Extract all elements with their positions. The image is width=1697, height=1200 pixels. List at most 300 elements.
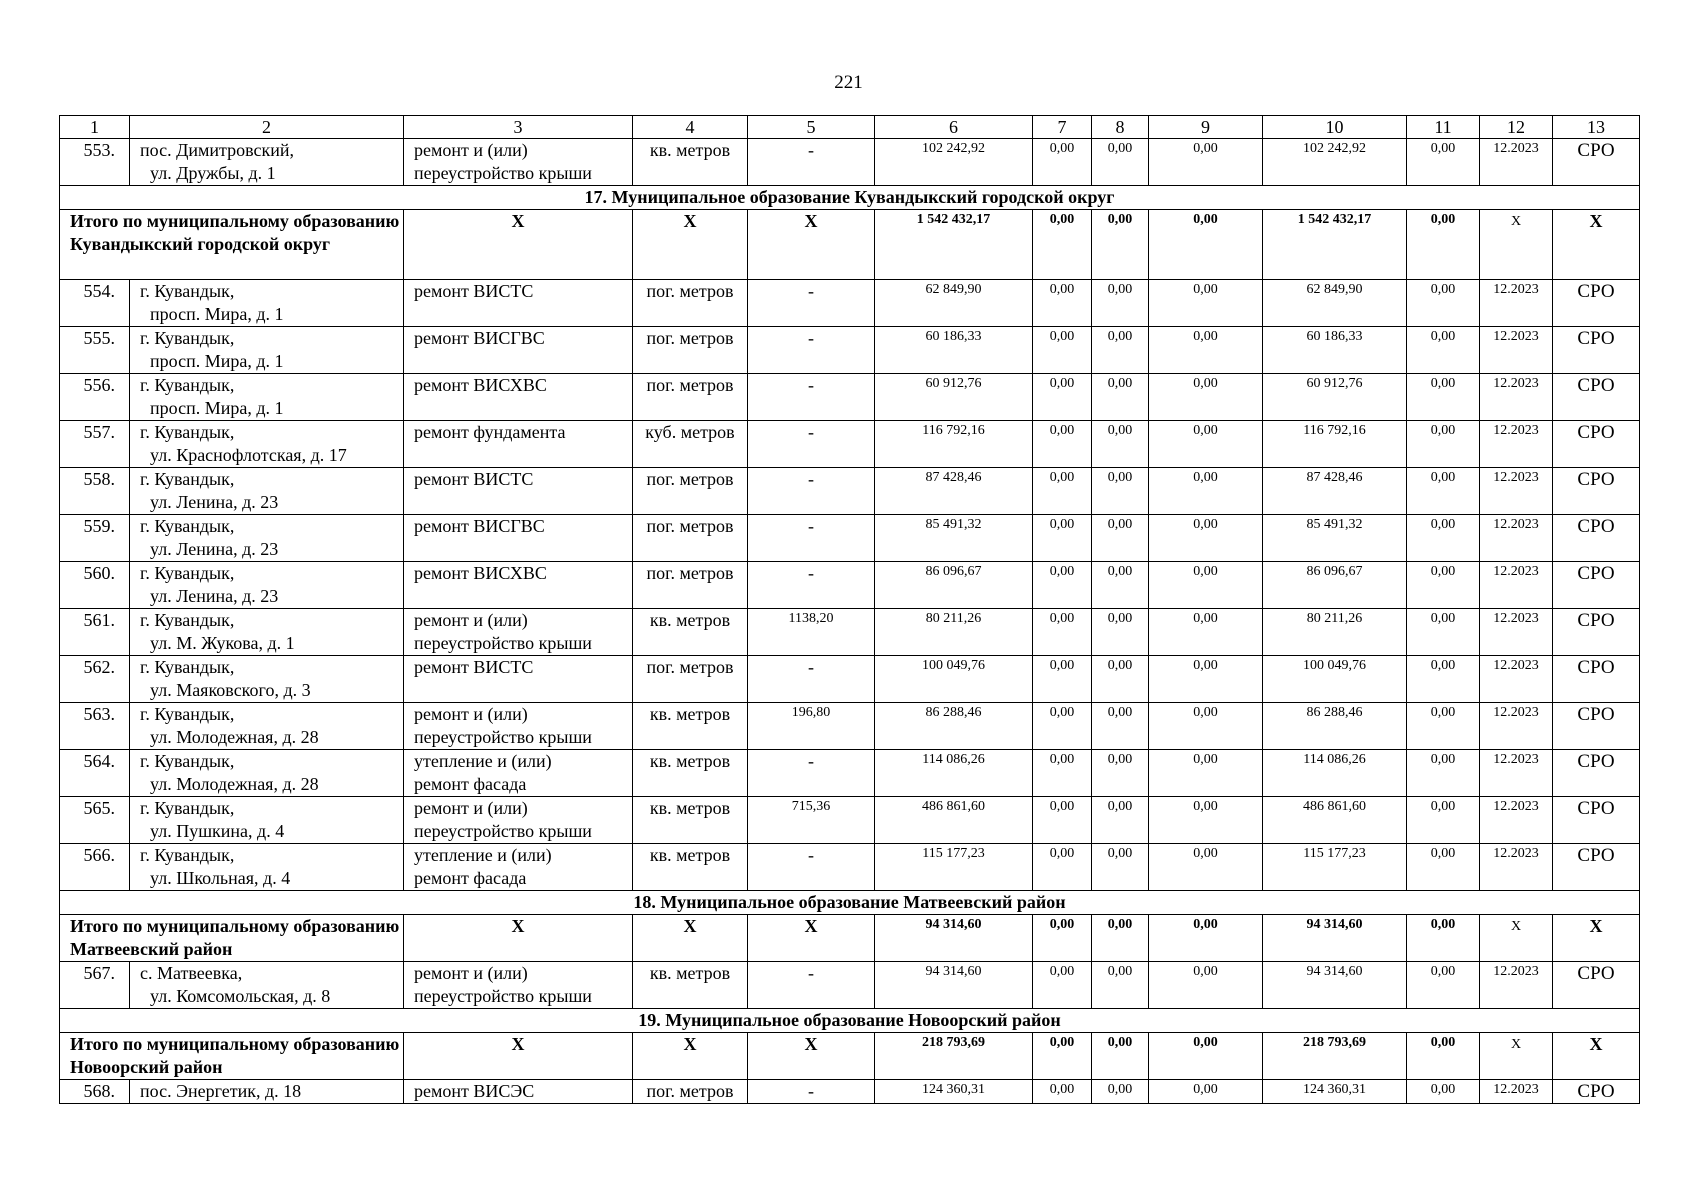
work-type-line-2: переустройство крыши [414, 986, 592, 1006]
work-type-cell [404, 562, 633, 609]
col11-cell: 0,00 [1407, 374, 1480, 421]
col11-cell: 0,00 [1407, 703, 1480, 750]
fund-cell: 100 049,76 [1263, 656, 1407, 703]
fund-cell: 116 792,16 [1263, 421, 1407, 468]
address-line-2: ул. Дружбы, д. 1 [150, 163, 276, 183]
col11-cell: 0,00 [1407, 468, 1480, 515]
col9-cell: 0,00 [1149, 421, 1263, 468]
row-number: 564. [60, 750, 130, 797]
deadline-cell: 12.2023 [1480, 750, 1553, 797]
table-row [60, 962, 1640, 1009]
total-x-col5: X [748, 915, 875, 962]
deadline-cell: 12.2023 [1480, 609, 1553, 656]
work-type-line-1: ремонт и (или) [414, 140, 528, 160]
fund-cell: 115 177,23 [1263, 844, 1407, 891]
col8-cell: 0,00 [1092, 962, 1149, 1009]
fund-cell: 86 288,46 [1263, 703, 1407, 750]
col7-cell: 0,00 [1033, 1080, 1092, 1104]
cost-total-cell: 87 428,46 [875, 468, 1033, 515]
table-row [60, 139, 1640, 186]
total-col7: 0,00 [1033, 210, 1092, 280]
cost-total-cell: 60 186,33 [875, 327, 1033, 374]
work-type-line-1: ремонт и (или) [414, 963, 528, 983]
total-label: Итого по муниципальному образованию Новоорский район [60, 1033, 404, 1080]
address-line-2: ул. Комсомольская, д. 8 [150, 986, 331, 1006]
work-type-cell [404, 515, 633, 562]
deadline-cell: 12.2023 [1480, 797, 1553, 844]
work-type-cell [404, 703, 633, 750]
column-number-4: 4 [633, 116, 748, 139]
address-line-2: ул. Ленина, д. 23 [150, 492, 279, 512]
cost-total-cell: 85 491,32 [875, 515, 1033, 562]
address-cell [130, 750, 404, 797]
col11-cell: 0,00 [1407, 656, 1480, 703]
column-number-8: 8 [1092, 116, 1149, 139]
row-number: 557. [60, 421, 130, 468]
col8-cell: 0,00 [1092, 703, 1149, 750]
total-col6: 1 542 432,17 [875, 210, 1033, 280]
fund-cell: 94 314,60 [1263, 962, 1407, 1009]
method-cell: СРО [1553, 750, 1640, 797]
address-line-1: г. Кувандык, [140, 563, 235, 583]
col7-cell: 0,00 [1033, 374, 1092, 421]
method-cell: СРО [1553, 962, 1640, 1009]
table-row [60, 468, 1640, 515]
col9-cell: 0,00 [1149, 327, 1263, 374]
unit-cell: кв. метров [633, 139, 748, 186]
address-cell [130, 844, 404, 891]
unit-cell: пог. метров [633, 374, 748, 421]
total-x-col4: X [633, 1033, 748, 1080]
col8-cell: 0,00 [1092, 139, 1149, 186]
address-line-2: ул. М. Жукова, д. 1 [150, 633, 295, 653]
row-number: 560. [60, 562, 130, 609]
address-cell [130, 139, 404, 186]
col11-cell: 0,00 [1407, 797, 1480, 844]
total-x-col5: X [748, 210, 875, 280]
row-number: 562. [60, 656, 130, 703]
table-row [60, 327, 1640, 374]
col11-cell: 0,00 [1407, 421, 1480, 468]
work-type-cell [404, 609, 633, 656]
col7-cell: 0,00 [1033, 656, 1092, 703]
work-type-line-1: утепление и (или) [414, 845, 552, 865]
address-cell [130, 797, 404, 844]
work-type-line-1: ремонт и (или) [414, 704, 528, 724]
cost-total-cell: 114 086,26 [875, 750, 1033, 797]
address-line-1: г. Кувандык, [140, 422, 235, 442]
table-row [60, 797, 1640, 844]
work-type-line-1: ремонт и (или) [414, 610, 528, 630]
address-line-1: г. Кувандык, [140, 704, 235, 724]
total-col12: X [1480, 915, 1553, 962]
fund-cell: 85 491,32 [1263, 515, 1407, 562]
unit-cell: кв. метров [633, 797, 748, 844]
address-line-1: г. Кувандык, [140, 845, 235, 865]
address-cell [130, 1080, 404, 1104]
total-col7: 0,00 [1033, 915, 1092, 962]
deadline-cell: 12.2023 [1480, 1080, 1553, 1104]
table-row [60, 703, 1640, 750]
address-cell [130, 703, 404, 750]
col8-cell: 0,00 [1092, 750, 1149, 797]
col9-cell: 0,00 [1149, 844, 1263, 891]
row-number: 565. [60, 797, 130, 844]
deadline-cell: 12.2023 [1480, 962, 1553, 1009]
work-type-cell [404, 421, 633, 468]
col7-cell: 0,00 [1033, 962, 1092, 1009]
method-cell: СРО [1553, 327, 1640, 374]
column-number-12: 12 [1480, 116, 1553, 139]
fund-cell: 124 360,31 [1263, 1080, 1407, 1104]
fund-cell: 486 861,60 [1263, 797, 1407, 844]
method-cell: СРО [1553, 280, 1640, 327]
unit-cell: пог. метров [633, 280, 748, 327]
col9-cell: 0,00 [1149, 374, 1263, 421]
col9-cell: 0,00 [1149, 562, 1263, 609]
total-col6: 94 314,60 [875, 915, 1033, 962]
col8-cell: 0,00 [1092, 609, 1149, 656]
col7-cell: 0,00 [1033, 515, 1092, 562]
total-col8: 0,00 [1092, 915, 1149, 962]
address-cell [130, 962, 404, 1009]
address-line-1: пос. Димитровский, [140, 140, 294, 160]
work-type-cell [404, 280, 633, 327]
table-row [60, 374, 1640, 421]
fund-cell: 114 086,26 [1263, 750, 1407, 797]
address-line-1: г. Кувандык, [140, 798, 235, 818]
address-line-2: ул. Молодежная, д. 28 [150, 727, 319, 747]
work-type-cell [404, 468, 633, 515]
quantity-cell: - [748, 468, 875, 515]
total-col8: 0,00 [1092, 210, 1149, 280]
work-type-cell [404, 797, 633, 844]
col9-cell: 0,00 [1149, 1080, 1263, 1104]
address-cell [130, 280, 404, 327]
work-type-line-2: ремонт фасада [414, 868, 527, 888]
section-heading-row [60, 1009, 1640, 1033]
quantity-cell: - [748, 421, 875, 468]
register-table [59, 115, 1640, 1104]
col11-cell: 0,00 [1407, 280, 1480, 327]
section-heading-row [60, 891, 1640, 915]
address-line-1: г. Кувандык, [140, 375, 235, 395]
unit-cell: кв. метров [633, 962, 748, 1009]
col7-cell: 0,00 [1033, 468, 1092, 515]
address-line-1: г. Кувандык, [140, 751, 235, 771]
total-col8: 0,00 [1092, 1033, 1149, 1080]
row-number: 558. [60, 468, 130, 515]
work-type-cell [404, 1080, 633, 1104]
address-line-1: г. Кувандык, [140, 469, 235, 489]
section-title: 18. Муниципальное образование Матвеевский район [60, 891, 1640, 915]
col8-cell: 0,00 [1092, 374, 1149, 421]
col7-cell: 0,00 [1033, 609, 1092, 656]
col11-cell: 0,00 [1407, 139, 1480, 186]
unit-cell: кв. метров [633, 844, 748, 891]
cost-total-cell: 115 177,23 [875, 844, 1033, 891]
address-line-2: ул. Ленина, д. 23 [150, 539, 279, 559]
total-row [60, 1033, 1640, 1080]
total-x-col3: X [404, 1033, 633, 1080]
total-col13: X [1553, 210, 1640, 280]
address-cell [130, 562, 404, 609]
column-number-1: 1 [60, 116, 130, 139]
row-number: 553. [60, 139, 130, 186]
column-number-10: 10 [1263, 116, 1407, 139]
method-cell: СРО [1553, 515, 1640, 562]
method-cell: СРО [1553, 421, 1640, 468]
row-number: 554. [60, 280, 130, 327]
section-heading-row [60, 186, 1640, 210]
method-cell: СРО [1553, 844, 1640, 891]
work-type-line-2: ремонт фасада [414, 774, 527, 794]
unit-cell: пог. метров [633, 468, 748, 515]
col8-cell: 0,00 [1092, 1080, 1149, 1104]
total-x-col3: X [404, 915, 633, 962]
table-body [60, 116, 1640, 1104]
table-row [60, 515, 1640, 562]
deadline-cell: 12.2023 [1480, 421, 1553, 468]
total-x-col4: X [633, 915, 748, 962]
column-number-header [60, 116, 1640, 139]
unit-cell: пог. метров [633, 327, 748, 374]
method-cell: СРО [1553, 374, 1640, 421]
total-col10: 94 314,60 [1263, 915, 1407, 962]
fund-cell: 60 912,76 [1263, 374, 1407, 421]
work-type-line-1: ремонт ВИСЭС [414, 1081, 535, 1101]
row-number: 567. [60, 962, 130, 1009]
fund-cell: 80 211,26 [1263, 609, 1407, 656]
work-type-line-1: ремонт и (или) [414, 798, 528, 818]
col11-cell: 0,00 [1407, 1080, 1480, 1104]
total-x-col3: X [404, 210, 633, 280]
col8-cell: 0,00 [1092, 280, 1149, 327]
total-col11: 0,00 [1407, 915, 1480, 962]
row-number: 555. [60, 327, 130, 374]
col8-cell: 0,00 [1092, 797, 1149, 844]
total-col6: 218 793,69 [875, 1033, 1033, 1080]
cost-total-cell: 60 912,76 [875, 374, 1033, 421]
unit-cell: кв. метров [633, 750, 748, 797]
col8-cell: 0,00 [1092, 515, 1149, 562]
fund-cell: 62 849,90 [1263, 280, 1407, 327]
deadline-cell: 12.2023 [1480, 468, 1553, 515]
quantity-cell: - [748, 656, 875, 703]
table-row [60, 1080, 1640, 1104]
total-col10: 218 793,69 [1263, 1033, 1407, 1080]
deadline-cell: 12.2023 [1480, 374, 1553, 421]
table-row [60, 421, 1640, 468]
col8-cell: 0,00 [1092, 421, 1149, 468]
deadline-cell: 12.2023 [1480, 844, 1553, 891]
fund-cell: 86 096,67 [1263, 562, 1407, 609]
quantity-cell: - [748, 515, 875, 562]
col9-cell: 0,00 [1149, 962, 1263, 1009]
col11-cell: 0,00 [1407, 609, 1480, 656]
work-type-line-1: ремонт ВИСТС [414, 469, 534, 489]
method-cell: СРО [1553, 797, 1640, 844]
col9-cell: 0,00 [1149, 703, 1263, 750]
address-line-2: ул. Пушкина, д. 4 [150, 821, 285, 841]
fund-cell: 87 428,46 [1263, 468, 1407, 515]
row-number: 568. [60, 1080, 130, 1104]
quantity-cell: - [748, 374, 875, 421]
address-line-1: г. Кувандык, [140, 516, 235, 536]
column-number-3: 3 [404, 116, 633, 139]
work-type-line-2: переустройство крыши [414, 821, 592, 841]
col7-cell: 0,00 [1033, 750, 1092, 797]
column-number-11: 11 [1407, 116, 1480, 139]
total-col11: 0,00 [1407, 210, 1480, 280]
total-col9: 0,00 [1149, 915, 1263, 962]
unit-cell: пог. метров [633, 656, 748, 703]
work-type-cell [404, 750, 633, 797]
col8-cell: 0,00 [1092, 656, 1149, 703]
col9-cell: 0,00 [1149, 609, 1263, 656]
address-line-1: г. Кувандык, [140, 328, 235, 348]
table-row [60, 844, 1640, 891]
cost-total-cell: 100 049,76 [875, 656, 1033, 703]
col11-cell: 0,00 [1407, 844, 1480, 891]
col11-cell: 0,00 [1407, 750, 1480, 797]
quantity-cell: - [748, 750, 875, 797]
cost-total-cell: 86 096,67 [875, 562, 1033, 609]
row-number: 566. [60, 844, 130, 891]
method-cell: СРО [1553, 609, 1640, 656]
cost-total-cell: 80 211,26 [875, 609, 1033, 656]
work-type-cell [404, 374, 633, 421]
fund-cell: 60 186,33 [1263, 327, 1407, 374]
method-cell: СРО [1553, 139, 1640, 186]
work-type-cell [404, 844, 633, 891]
table-row [60, 280, 1640, 327]
method-cell: СРО [1553, 468, 1640, 515]
col11-cell: 0,00 [1407, 562, 1480, 609]
column-number-9: 9 [1149, 116, 1263, 139]
col7-cell: 0,00 [1033, 280, 1092, 327]
col9-cell: 0,00 [1149, 139, 1263, 186]
unit-cell: пог. метров [633, 1080, 748, 1104]
method-cell: СРО [1553, 1080, 1640, 1104]
address-cell [130, 468, 404, 515]
col8-cell: 0,00 [1092, 468, 1149, 515]
row-number: 556. [60, 374, 130, 421]
address-line-1: г. Кувандык, [140, 657, 235, 677]
unit-cell: пог. метров [633, 562, 748, 609]
col7-cell: 0,00 [1033, 139, 1092, 186]
total-row [60, 915, 1640, 962]
deadline-cell: 12.2023 [1480, 656, 1553, 703]
total-label: Итого по муниципальному образованию Кувандыкский городской округ [60, 210, 404, 280]
method-cell: СРО [1553, 656, 1640, 703]
address-cell [130, 421, 404, 468]
column-number-2: 2 [130, 116, 404, 139]
col9-cell: 0,00 [1149, 515, 1263, 562]
quantity-cell: - [748, 562, 875, 609]
col8-cell: 0,00 [1092, 844, 1149, 891]
total-col12: X [1480, 210, 1553, 280]
col7-cell: 0,00 [1033, 844, 1092, 891]
address-cell [130, 327, 404, 374]
total-row [60, 210, 1640, 280]
address-line-2: ул. Школьная, д. 4 [150, 868, 291, 888]
work-type-line-1: ремонт ВИСТС [414, 281, 534, 301]
address-line-2: просп. Мира, д. 1 [150, 351, 284, 371]
quantity-cell: - [748, 327, 875, 374]
col9-cell: 0,00 [1149, 750, 1263, 797]
cost-total-cell: 486 861,60 [875, 797, 1033, 844]
work-type-line-1: утепление и (или) [414, 751, 552, 771]
column-number-7: 7 [1033, 116, 1092, 139]
deadline-cell: 12.2023 [1480, 139, 1553, 186]
quantity-cell: 715,36 [748, 797, 875, 844]
address-line-2: ул. Ленина, д. 23 [150, 586, 279, 606]
quantity-cell: - [748, 962, 875, 1009]
deadline-cell: 12.2023 [1480, 327, 1553, 374]
row-number: 563. [60, 703, 130, 750]
address-line-2: ул. Молодежная, д. 28 [150, 774, 319, 794]
col9-cell: 0,00 [1149, 797, 1263, 844]
section-title: 19. Муниципальное образование Новоорский район [60, 1009, 1640, 1033]
col7-cell: 0,00 [1033, 327, 1092, 374]
deadline-cell: 12.2023 [1480, 562, 1553, 609]
cost-total-cell: 86 288,46 [875, 703, 1033, 750]
col9-cell: 0,00 [1149, 468, 1263, 515]
row-number: 561. [60, 609, 130, 656]
col7-cell: 0,00 [1033, 562, 1092, 609]
address-cell [130, 515, 404, 562]
work-type-line-1: ремонт ВИСХВС [414, 563, 547, 583]
total-col13: X [1553, 1033, 1640, 1080]
column-number-5: 5 [748, 116, 875, 139]
work-type-cell [404, 327, 633, 374]
unit-cell: кв. метров [633, 609, 748, 656]
cost-total-cell: 94 314,60 [875, 962, 1033, 1009]
row-number: 559. [60, 515, 130, 562]
total-x-col4: X [633, 210, 748, 280]
address-line-2: ул. Краснофлотская, д. 17 [150, 445, 347, 465]
quantity-cell: - [748, 280, 875, 327]
table-row [60, 609, 1640, 656]
table-row [60, 750, 1640, 797]
unit-cell: кв. метров [633, 703, 748, 750]
address-cell [130, 656, 404, 703]
col8-cell: 0,00 [1092, 327, 1149, 374]
total-col12: X [1480, 1033, 1553, 1080]
address-line-2: просп. Мира, д. 1 [150, 304, 284, 324]
address-line-1: пос. Энергетик, д. 18 [140, 1081, 302, 1101]
total-col9: 0,00 [1149, 210, 1263, 280]
work-type-line-1: ремонт ВИСГВС [414, 328, 545, 348]
fund-cell: 102 242,92 [1263, 139, 1407, 186]
work-type-line-1: ремонт ВИСХВС [414, 375, 547, 395]
work-type-cell [404, 656, 633, 703]
address-line-1: с. Матвеевка, [140, 963, 243, 983]
work-type-line-2: переустройство крыши [414, 727, 592, 747]
total-col9: 0,00 [1149, 1033, 1263, 1080]
deadline-cell: 12.2023 [1480, 703, 1553, 750]
cost-total-cell: 124 360,31 [875, 1080, 1033, 1104]
method-cell: СРО [1553, 562, 1640, 609]
address-line-1: г. Кувандык, [140, 610, 235, 630]
work-type-line-2: переустройство крыши [414, 633, 592, 653]
total-x-col5: X [748, 1033, 875, 1080]
col8-cell: 0,00 [1092, 562, 1149, 609]
col11-cell: 0,00 [1407, 515, 1480, 562]
col11-cell: 0,00 [1407, 962, 1480, 1009]
quantity-cell: 196,80 [748, 703, 875, 750]
